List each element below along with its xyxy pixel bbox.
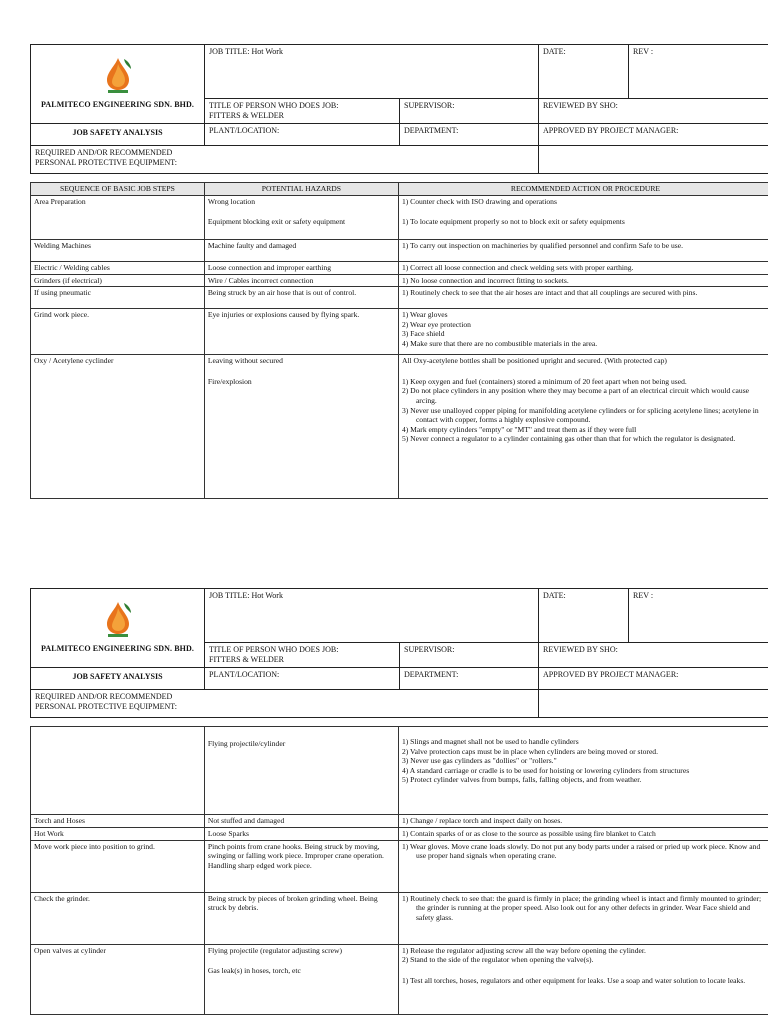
recommended-action [398,840,768,892]
supervisor-label: SUPERVISOR: [400,99,539,124]
potential-hazard [204,727,398,815]
table-row [31,840,768,892]
table-row [31,815,768,828]
form-header-2 [30,588,768,718]
table-row [31,355,768,499]
hazard-item: Wrong location [207,196,256,206]
action-item: 4) A standard carriage or cradle is to be used for hoisting or lowering cylinders from structures [401,765,690,775]
job-step: Hot Work [31,828,205,841]
action-item: 1) Routinely check to see that: the guard is firmly in place; the grinding wheel is intact and firmly mounted to grinder; the grinder is running at the proper speed. Also look out for any other defects in grinder. Wear Face shield and safety glass. [401,893,762,922]
action-item: 1) To carry out inspection on machineries by qualified personnel and confirm Safe to be use. [401,240,683,250]
ppe-cell [31,690,539,718]
action-item: 1) Wear gloves [401,310,448,320]
action-item: All Oxy-acetylene bottles shall be positioned upright and secured. (With protected cap) [401,356,667,366]
action-item: 1) Release the regulator adjusting screw all the way before opening the cylinder. [401,945,646,955]
ppe-label-2: PERSONAL PROTECTIVE EQUIPMENT: [35,158,177,167]
hazard-item: Being struck by pieces of broken grinding wheel. Being struck by debris. [207,893,378,913]
job-step: If using pneumatic [31,287,205,309]
action-item: 1) Slings and magnet shall not be used to handle cylinders [401,737,579,746]
ppe-label-2: PERSONAL PROTECTIVE EQUIPMENT: [35,702,177,711]
ppe-value-cell [539,690,768,718]
hazard-item: Flying projectile/cylinder [207,739,286,748]
hazard-item: Not stuffed and damaged [207,816,285,825]
date-label: DATE: [539,589,629,643]
hazard-item: Loose Sparks [207,829,249,838]
hazard-item: Loose connection and improper earthing [207,262,332,272]
job-title: JOB TITLE: Hot Work [205,45,539,99]
hazard-item: Machine faulty and damaged [207,240,297,250]
hazard-item: Leaving without secured [207,356,283,366]
action-item: 4) Mark empty cylinders "empty" or "MT" and treat them as if they were full [401,424,637,434]
table-row [31,239,768,261]
table-row [31,892,768,944]
jsa-table-1 [30,182,768,499]
company-logo-icon [98,55,138,95]
action-item: 3) Never use gas cylinders as "dollies" or "rollers." [401,756,557,766]
action-item: 2) Do not place cylinders in any position where they may become a part of an electrical circuit which would cause arcing. [401,386,750,405]
department-label: DEPARTMENT: [400,668,539,690]
table-row [31,828,768,841]
potential-hazard [204,828,398,841]
hazard-item: Wire / Cables incorrect connection [207,275,314,285]
table-row [31,195,768,239]
form-header-1 [30,44,768,174]
potential-hazard [204,274,398,287]
action-item: 4) Make sure that there are no combustible materials in the area. [401,338,598,348]
job-step: Electric / Welding cables [31,261,205,274]
action-item: 1) Correct all loose connection and check welding sets with proper earthing. [401,262,634,272]
action-item: 2) Stand to the side of the regulator when opening the valve(s). [401,955,594,965]
recommended-action [398,261,768,274]
potential-hazard [204,840,398,892]
reviewed-label: REVIEWED BY SHO: [539,99,768,124]
table-row [31,274,768,287]
action-item: 3) Face shield [401,329,445,339]
recommended-action [398,892,768,944]
col-header-hazards: POTENTIAL HAZARDS [204,183,398,196]
potential-hazard [204,287,398,309]
hazard-item: Pinch points from crane hooks. Being struck by moving, swinging or falling work piece. Improper crane operation. Handling sharp edged work piece. [207,841,384,870]
action-item: 2) Valve protection caps must be in place when cylinders are being moved or stored. [401,746,659,756]
action-item: 1) Test all torches, hoses, regulators and other equipment for leaks. Use a soap and water solution to locate leaks. [401,975,746,985]
action-item: 1) No loose connection and incorrect fitting to sockets. [401,275,569,285]
person-label: TITLE OF PERSON WHO DOES JOB: [209,645,339,654]
action-item: 2) Wear eye protection [401,319,471,329]
action-item: 5) Protect cylinder valves from bumps, falls, falling objects, and from weather. [401,775,642,785]
job-step [31,727,205,815]
recommended-action [398,828,768,841]
col-header-steps: SEQUENCE OF BASIC JOB STEPS [31,183,205,196]
job-step: Oxy / Acetylene cyclinder [31,355,205,499]
table-row [31,309,768,355]
job-step: Welding Machines [31,239,205,261]
person-title-cell [205,643,400,668]
supervisor-label: SUPERVISOR: [400,643,539,668]
potential-hazard [204,944,398,1014]
recommended-action [398,287,768,309]
recommended-action [398,239,768,261]
col-header-actions: RECOMMENDED ACTION OR PROCEDURE [398,183,768,196]
person-value: FITTERS & WELDER [209,655,284,664]
table-row [31,261,768,274]
company-logo-cell [31,45,205,124]
rev-label: REV : [629,589,768,643]
recommended-action [398,195,768,239]
plant-label: PLANT/LOCATION: [205,124,400,146]
job-step: Grind work piece. [31,309,205,355]
company-logo-cell [31,589,205,668]
action-item: 1) Routinely check to see that the air hoses are intact and that all couplings are secured with pins. [401,288,698,298]
department-label: DEPARTMENT: [400,124,539,146]
approved-label: APPROVED BY PROJECT MANAGER: [539,124,768,146]
ppe-label-1: REQUIRED AND/OR RECOMMENDED [35,148,173,157]
potential-hazard [204,815,398,828]
jsa-table-2-wrap [30,726,768,1015]
action-item: 1) Wear gloves. Move crane loads slowly. Do not put any body parts under a raised or pried up work piece. Know and use proper hand signals when operating crane. [401,841,761,861]
ppe-cell [31,146,539,174]
action-item: 1) Keep oxygen and fuel (containers) stored a minimum of 20 feet apart when not being used. [401,376,687,386]
recommended-action [398,309,768,355]
hazard-item: Flying projectile (regulator adjusting screw) [207,945,342,955]
jsa-table-2 [30,726,768,1015]
table-row [31,727,768,815]
potential-hazard [204,309,398,355]
hazard-item: Gas leak(s) in hoses, torch, etc [207,966,301,976]
document-title: JOB SAFETY ANALYSIS [31,124,205,146]
approved-label: APPROVED BY PROJECT MANAGER: [539,668,768,690]
table-row [31,287,768,309]
person-value: FITTERS & WELDER [209,111,284,120]
recommended-action [398,274,768,287]
ppe-label-1: REQUIRED AND/OR RECOMMENDED [35,692,173,701]
jsa-table-1-wrap [30,182,768,499]
potential-hazard [204,195,398,239]
action-item: 1) Counter check with ISO drawing and operations [401,196,557,206]
job-step: Area Preparation [31,195,205,239]
document-title: JOB SAFETY ANALYSIS [31,668,205,690]
table-row [31,944,768,1014]
hazard-item: Being struck by an air hose that is out of control. [207,288,357,298]
job-step: Grinders (if electrical) [31,274,205,287]
job-title: JOB TITLE: Hot Work [205,589,539,643]
job-step: Move work piece into position to grind. [31,840,205,892]
hazard-item: Equipment blocking exit or safety equipment [207,217,346,227]
company-logo-icon [98,599,138,639]
action-item: 5) Never connect a regulator to a cylinder containing gas other than that for which the regulator is designated. [401,434,736,444]
recommended-action [398,355,768,499]
action-item: 1) Contain sparks of or as close to the source as possible using fire blanket to Catch [401,829,656,838]
job-step: Open valves at cylinder [31,944,205,1014]
hazard-item: Fire/explosion [207,376,252,386]
action-item: 1) To locate equipment properly so not to block exit or safety equipments [401,217,625,227]
job-step: Torch and Hoses [31,815,205,828]
potential-hazard [204,261,398,274]
reviewed-label: REVIEWED BY SHO: [539,643,768,668]
rev-label: REV : [629,45,768,99]
job-step: Check the grinder. [31,892,205,944]
potential-hazard [204,355,398,499]
action-item: 1) Change / replace torch and inspect daily on hoses. [401,816,563,825]
recommended-action [398,727,768,815]
hazard-item: Eye injuries or explosions caused by flying spark. [207,310,360,320]
action-item: 3) Never use unalloyed copper piping for manifolding acetylene cylinders or for splicing acetylene lines; acetylene in contact with copper, forms a highly explosive compound. [401,405,759,425]
company-name: PALMITECO ENGINEERING SDN. BHD. [41,100,194,109]
person-title-cell [205,99,400,124]
date-label: DATE: [539,45,629,99]
recommended-action [398,815,768,828]
plant-label: PLANT/LOCATION: [205,668,400,690]
potential-hazard [204,892,398,944]
ppe-value-cell [539,146,768,174]
potential-hazard [204,239,398,261]
company-name: PALMITECO ENGINEERING SDN. BHD. [41,644,194,653]
person-label: TITLE OF PERSON WHO DOES JOB: [209,101,339,110]
recommended-action [398,944,768,1014]
